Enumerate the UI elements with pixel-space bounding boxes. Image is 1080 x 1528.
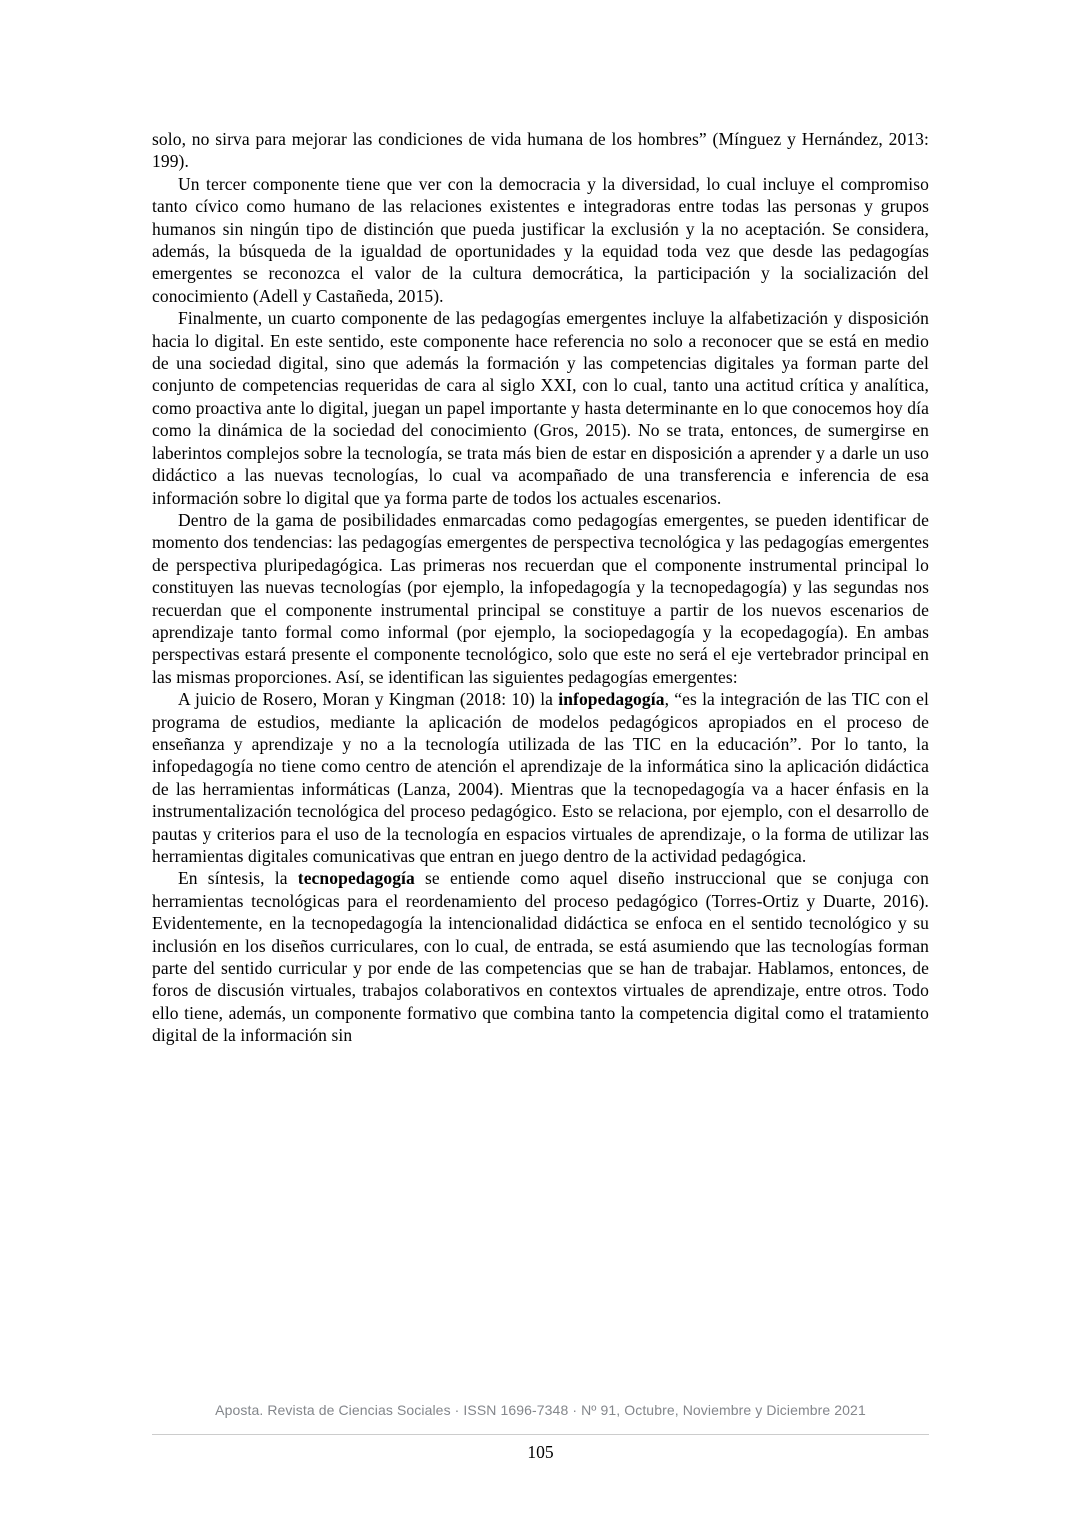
paragraph [152,307,929,509]
text-segment: A juicio de Rosero, Moran y Kingman (2018: 10) la [178,689,559,710]
bold-term: infopedagogía [558,689,665,710]
text-segment: , “es la integración de las TIC con el programa de estudios, mediante la aplicación de modelos pedagógicos apropiados en el proceso de enseñanza y aprendizaje y no a la tecnología utilizada de las TIC en la educación”. Por lo tanto, la infopedagogía no tiene como centro de atención el aprendizaje de la informática sino la aplicación didáctica de las herramientas informáticas (Lanza, 2004). Mientras que la tecnopedagogía va a hacer énfasis en la instrumentalización tecnológica del proceso pedagógico. Esto se relaciona, por ejemplo, con el desarrollo de pautas y criterios para el uso de la tecnología en espacios virtuales de aprendizaje, o la forma de utilizar las herramientas digitales comunicativas que entran en juego dentro de la actividad pedagógica. [152,689,929,866]
bold-term: tecnopedagogía [297,868,415,889]
page-number: 105 [527,1442,554,1462]
text-segment: Finalmente, un cuarto componente de las pedagogías emergentes incluye la alfabetización y disposición hacia lo digital. En este sentido, este componente hace referencia no solo a reconocer que se está en medio de una sociedad digital, sino que además la formación y las competencias digitales ya forman parte del conjunto de competencias requeridas de cara al siglo XXI, con lo cual, tanto una actitud crítica y analítica, como proactiva ante lo digital, juegan un papel importante y hasta determinante en lo que conocemos hoy día como la dinámica de la sociedad del conocimiento (Gros, 2015). No se trata, entonces, de sumergirse en laberintos complejos sobre la tecnología, se trata más bien de estar en disposición a aprender y a darle un uso didáctico a las nuevas tecnologías, lo cual va acompañado de una transferencia e inferencia de esa información sobre lo digital que ya forma parte de todos los actuales escenarios. [152,308,929,508]
paragraph [152,688,929,867]
paragraph [152,867,929,1046]
text-segment: Dentro de la gama de posibilidades enmarcadas como pedagogías emergentes, se pueden identificar de momento dos tendencias: las pedagogías emergentes de perspectiva tecnológica y las pedagogías emergentes de perspectiva pluripedagógica. Las primeras nos recuerdan que el componente instrumental principal lo constituyen las nuevas tecnologías (por ejemplo, la infopedagogía y la tecnopedagogía) y las segundas nos recuerdan que el componente instrumental principal se constituye a partir de los nuevos escenarios de aprendizaje tanto formal como informal (por ejemplo, la sociopedagogía y la ecopedagogía). En ambas perspectivas estará presente el componente tecnológico, solo que este no será el eje vertebrador principal en las mismas proporciones. Así, se identifican las siguientes pedagogías emergentes: [152,509,929,687]
paragraph [152,173,929,307]
footer-divider [152,1434,929,1435]
paragraph [152,509,929,688]
page-footer [152,1401,929,1463]
text-segment: solo, no sirva para mejorar las condiciones de vida humana de los hombres” (Mínguez y Hernández, 2013: 199). [152,129,929,172]
journal-footer-line: Aposta. Revista de Ciencias Sociales · ISSN 1696-7348 · Nº 91, Octubre, Noviembre y Diciembre 2021 [215,1402,866,1418]
text-segment: En síntesis, la [178,868,298,889]
text-segment: se entiende como aquel diseño instruccional que se conjuga con herramientas tecnológicas para el reordenamiento del proceso pedagógico (Torres-Ortiz y Duarte, 2016). Evidentemente, en la tecnopedagogía la intencionalidad didáctica se enfoca en el sentido tecnológico y su inclusión en los diseños curriculares, con lo cual, de entrada, se está asumiendo que las tecnologías forman parte del sentido curricular y por ende de las competencias que se han de trabajar. Hablamos, entonces, de foros de discusión virtuales, trabajos colaborativos en contextos virtuales de aprendizaje, entre otros. Todo ello tiene, además, un componente formativo que combina tanto la competencia digital como el tratamiento digital de la información sin [152,868,929,1046]
paragraph [152,128,929,173]
article-body [152,128,929,1047]
text-segment: Un tercer componente tiene que ver con la democracia y la diversidad, lo cual incluye el compromiso tanto cívico como humano de las relaciones existentes e integradoras entre todas las personas y grupos humanos sin ningún tipo de distinción que pueda justificar la exclusión y la no aceptación. Se considera, además, la búsqueda de la igualdad de oportunidades y la equidad toda vez que desde las pedagogías emergentes se reconozca el valor de la cultura democrática, la participación y la socialización del conocimiento (Adell y Castañeda, 2015). [152,173,929,306]
